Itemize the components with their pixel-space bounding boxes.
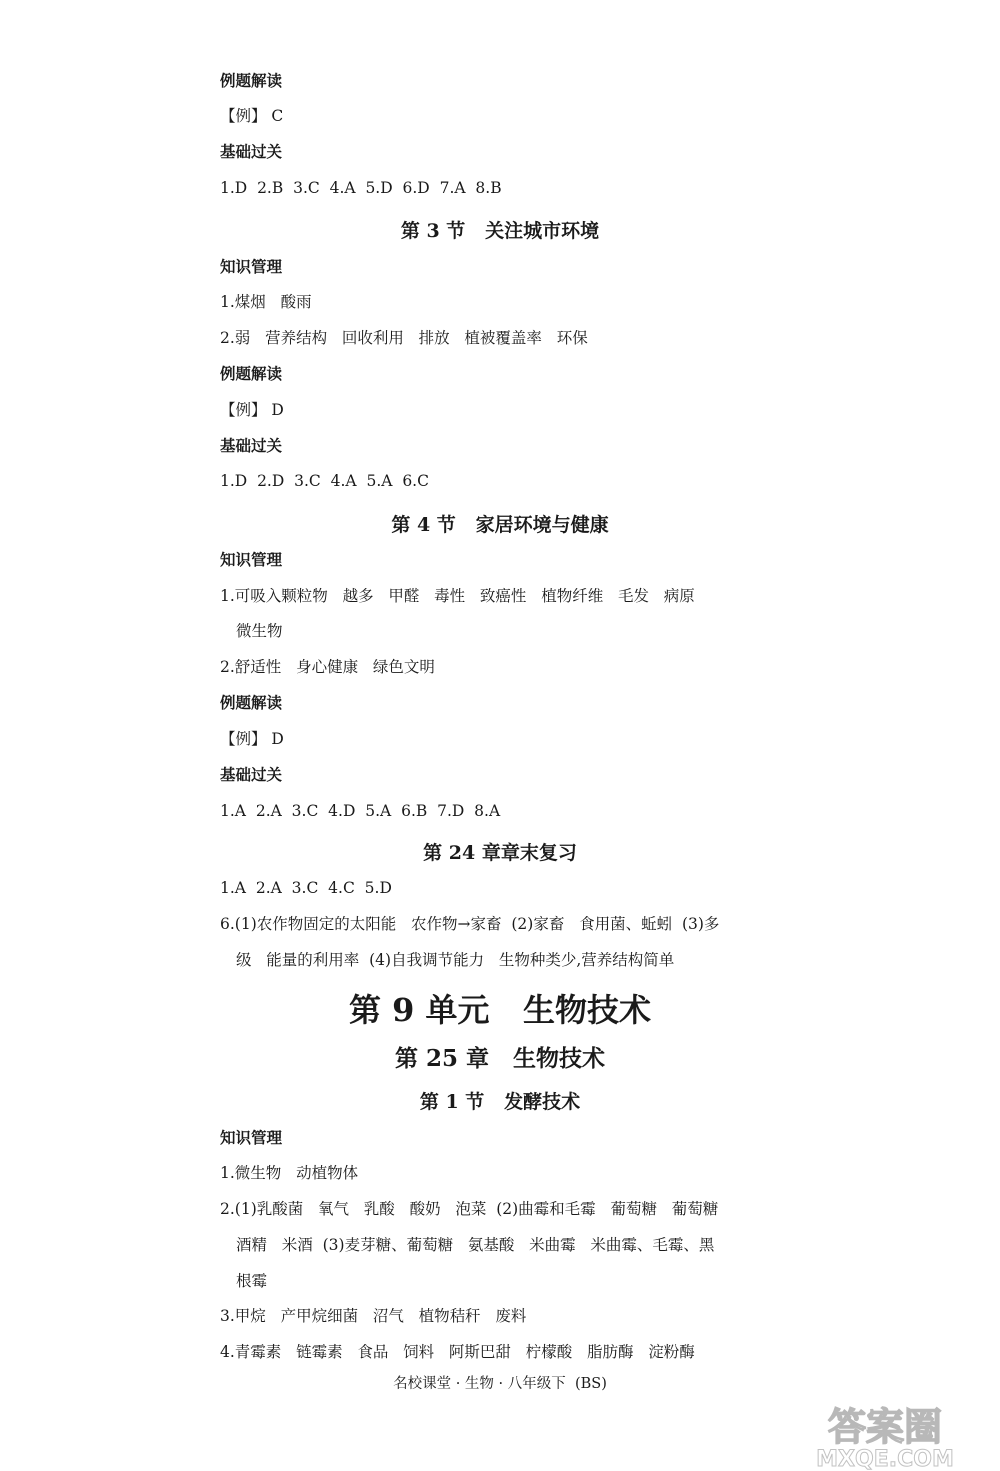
answer-line: 2.舒适性 身心健康 绿色文明 xyxy=(220,658,435,676)
answer-line: 1.微生物 动植物体 xyxy=(220,1164,359,1182)
section-label: 例题解读 xyxy=(220,693,283,712)
answer-line: 1.A 2.A 3.C 4.D 5.A 6.B 7.D 8.A xyxy=(220,802,501,820)
watermark-logo xyxy=(770,1400,1000,1471)
answer-line: 1.A 2.A 3.C 4.C 5.D xyxy=(220,879,392,897)
answer-line: 1.D 2.D 3.C 4.A 5.A 6.C xyxy=(220,472,429,490)
example-answer: 【例】 D xyxy=(220,730,284,748)
answer-line: 3.甲烷 产甲烷细菌 沼气 植物秸秆 废料 xyxy=(220,1307,527,1325)
example-answer: 【例】 C xyxy=(220,107,284,125)
section-label: 知识管理 xyxy=(220,257,283,276)
answer-line: 1.煤烟 酸雨 xyxy=(220,293,312,311)
answer-line: 2.弱 营养结构 回收利用 排放 植被覆盖率 环保 xyxy=(220,329,588,347)
section-heading: 第 4 节 家居环境与健康 xyxy=(391,514,609,536)
section-heading: 第 24 章章末复习 xyxy=(423,842,577,864)
example-answer: 【例】 D xyxy=(220,401,284,419)
answer-line: 2.(1)乳酸菌 氧气 乳酸 酸奶 泡菜 (2)曲霉和毛霉 葡萄糖 葡萄糖 xyxy=(220,1200,719,1218)
unit-heading: 第 9 单元 生物技术 xyxy=(349,991,651,1029)
page-footer: 名校课堂 · 生物 · 八年级下 (BS) xyxy=(393,1376,607,1392)
section-label: 基础过关 xyxy=(220,436,283,455)
answer-line-continued: 酒精 米酒 (3)麦芽糖、葡萄糖 氨基酸 米曲霉 米曲霉、毛霉、黑 xyxy=(236,1236,715,1254)
section-heading: 第 1 节 发酵技术 xyxy=(419,1091,581,1113)
section-heading: 第 3 节 关注城市环境 xyxy=(400,220,600,242)
answer-line: 4.青霉素 链霉素 食品 饲料 阿斯巴甜 柠檬酸 脂肪酶 淀粉酶 xyxy=(220,1343,695,1361)
watermark-text: 答案圈 xyxy=(827,1405,943,1449)
section-label: 例题解读 xyxy=(220,71,283,90)
section-label: 例题解读 xyxy=(220,364,283,383)
section-label: 基础过关 xyxy=(220,765,283,784)
answer-line: 1.D 2.B 3.C 4.A 5.D 6.D 7.A 8.B xyxy=(220,179,502,197)
answer-line-continued: 根霉 xyxy=(236,1272,268,1290)
section-label: 知识管理 xyxy=(220,550,283,569)
answer-line-continued: 级 能量的利用率 (4)自我调节能力 生物种类少,营养结构简单 xyxy=(236,951,675,969)
watermark-url: MXQE.COM xyxy=(816,1447,954,1471)
section-label: 知识管理 xyxy=(220,1128,283,1147)
answer-line: 6.(1)农作物固定的太阳能 农作物→家畜 (2)家畜 食用菌、蚯蚓 (3)多 xyxy=(220,915,720,933)
section-label: 基础过关 xyxy=(220,142,283,161)
answer-line: 1.可吸入颗粒物 越多 甲醛 毒性 致癌性 植物纤维 毛发 病原 xyxy=(220,587,695,605)
chapter-heading: 第 25 章 生物技术 xyxy=(394,1045,606,1072)
answer-line-continued: 微生物 xyxy=(236,622,283,640)
